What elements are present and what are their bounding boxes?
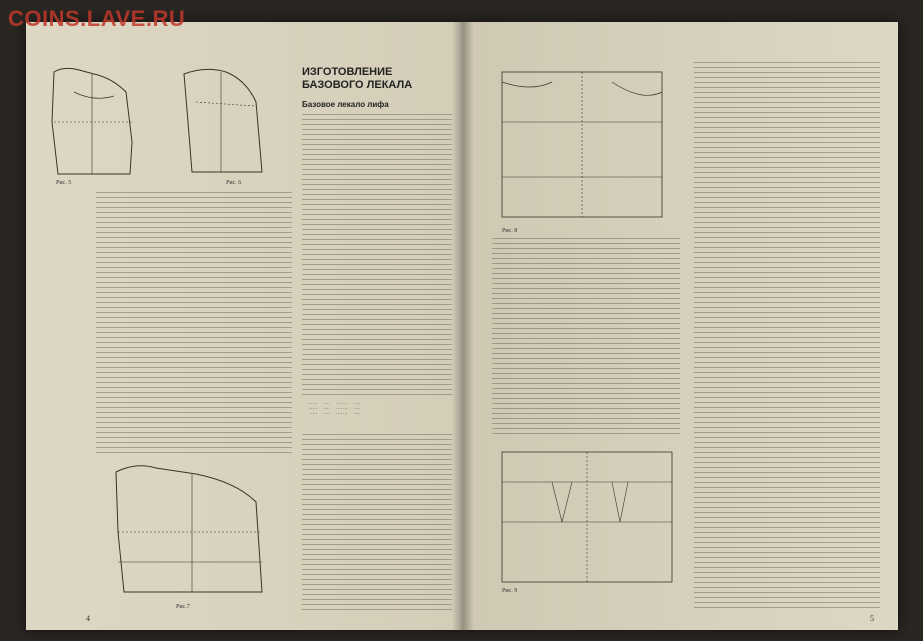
right-page-text-column-2 [694, 62, 880, 610]
left-page-text-column-1 [96, 192, 292, 454]
figure-9-caption: Рис. 9 [502, 588, 518, 594]
left-page-text-column-2-top [302, 114, 452, 396]
magazine-spread [26, 22, 898, 630]
figure-6-bodice-sketch [166, 62, 286, 182]
right-page-text-column-1-top [492, 238, 680, 438]
measurements-table: ····· ···· ······· ···· ····· ···· ······· ···· ····· ···· ······· ···· [309, 402, 361, 417]
left-page-number: 4 [86, 614, 90, 623]
watermark: COINS.LAVE.RU [8, 6, 186, 31]
left-page-text-column-2-bottom [302, 434, 452, 610]
section-subtitle: Базовое лекало лифа [302, 100, 389, 109]
figure-5-bodice-sketch [34, 62, 154, 182]
figure-7-caption: Рис.7 [176, 604, 190, 610]
section-title: ИЗГОТОВЛЕНИЕ БАЗОВОГО ЛЕКАЛА [302, 66, 413, 91]
figure-8-caption: Рис. 8 [502, 228, 518, 234]
figure-6-caption: Рис. 6 [226, 180, 242, 186]
right-page [462, 22, 898, 630]
figure-5-caption: Рис. 5 [56, 180, 72, 186]
figure-7-bodice-sketch [96, 462, 296, 602]
figure-8-pattern-draft [492, 62, 672, 227]
figure-9-pattern-draft [492, 442, 682, 592]
left-page [26, 22, 462, 630]
right-page-number: 5 [870, 614, 874, 623]
spread-gutter [452, 22, 474, 630]
